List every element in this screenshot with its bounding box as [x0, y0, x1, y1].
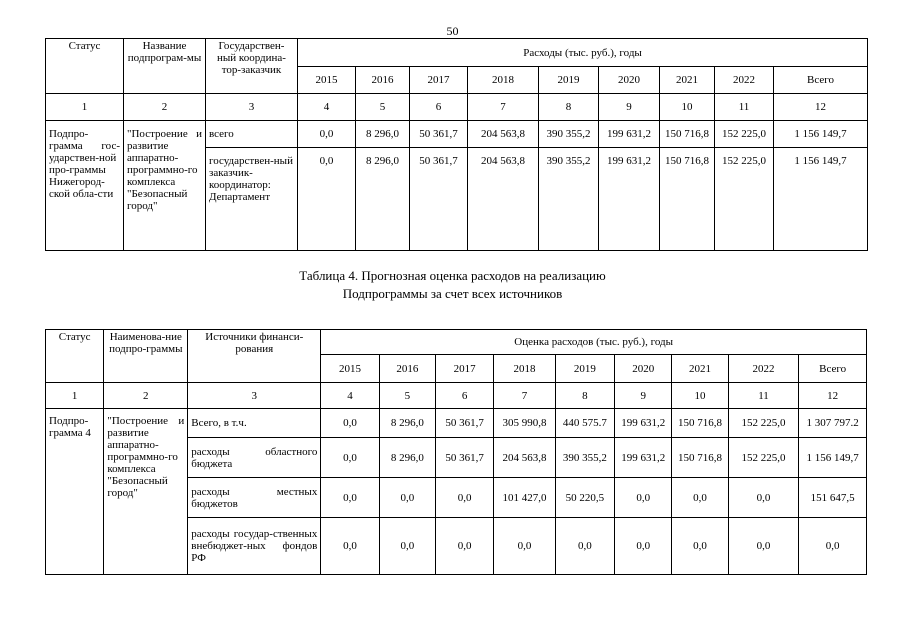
year-header: 2020	[599, 67, 660, 94]
value-cell: 8 296,0	[356, 148, 410, 251]
column-number: 12	[774, 94, 868, 121]
value-cell: 0,0	[615, 478, 672, 518]
row-label: расходы областного бюджета	[188, 438, 321, 478]
value-cell: 0,0	[799, 518, 867, 575]
value-cell: 0,0	[321, 438, 379, 478]
value-cell: 1 156 149,7	[774, 121, 868, 148]
value-cell: 0,0	[728, 518, 799, 575]
year-header: 2022	[728, 355, 799, 383]
column-number: 6	[410, 94, 468, 121]
value-cell: 390 355,2	[539, 121, 599, 148]
value-cell: 151 647,5	[799, 478, 867, 518]
header-expenses: Оценка расходов (тыс. руб.), годы	[321, 330, 867, 355]
value-cell: 0,0	[298, 148, 356, 251]
value-cell: 152 225,0	[715, 148, 774, 251]
page-number: 50	[446, 24, 459, 38]
year-header: 2019	[555, 355, 614, 383]
column-number: 3	[206, 94, 298, 121]
value-cell: 150 716,8	[660, 148, 715, 251]
value-cell: 50 361,7	[435, 438, 493, 478]
year-header: Всего	[799, 355, 867, 383]
column-number: 1	[46, 94, 124, 121]
value-cell: 101 427,0	[494, 478, 555, 518]
value-cell: 0,0	[321, 518, 379, 575]
column-number: 9	[599, 94, 660, 121]
column-number: 10	[672, 383, 728, 409]
value-cell: 204 563,8	[468, 121, 539, 148]
status-cell: Подпро-грамма 4	[46, 409, 104, 575]
column-number: 8	[555, 383, 614, 409]
year-header: 2018	[468, 67, 539, 94]
value-cell: 204 563,8	[494, 438, 555, 478]
table-caption-line2: Подпрограммы за счет всех источников	[342, 286, 563, 301]
row-label: государствен-ный заказчик-координатор: Департамент	[206, 148, 298, 251]
value-cell: 0,0	[672, 478, 728, 518]
value-cell: 8 296,0	[356, 121, 410, 148]
row-label: расходы государ-ственных внебюджет-ных фондов РФ	[188, 518, 321, 575]
value-cell: 150 716,8	[660, 121, 715, 148]
value-cell: 390 355,2	[539, 148, 599, 251]
year-header: 2017	[435, 355, 493, 383]
value-cell: 204 563,8	[468, 148, 539, 251]
value-cell: 0,0	[379, 518, 435, 575]
header-status: Статус	[46, 39, 124, 94]
value-cell: 0,0	[435, 518, 493, 575]
value-cell: 8 296,0	[379, 438, 435, 478]
value-cell: 1 307 797.2	[799, 409, 867, 438]
header-name: Наименова-ние подпро-граммы	[104, 330, 188, 383]
header-coordinator: Государствен-ный координа-тор-заказчик	[206, 39, 298, 94]
column-number: 9	[615, 383, 672, 409]
column-number: 5	[356, 94, 410, 121]
value-cell: 440 575.7	[555, 409, 614, 438]
column-number: 8	[539, 94, 599, 121]
value-cell: 152 225,0	[728, 438, 799, 478]
value-cell: 50 361,7	[410, 148, 468, 251]
estimate-table	[45, 329, 867, 575]
table-caption-line1: Таблица 4. Прогнозная оценка расходов на реализацию	[299, 268, 606, 283]
header-expenses: Расходы (тыс. руб.), годы	[298, 39, 868, 67]
header-sources: Источники финанси-рования	[188, 330, 321, 383]
value-cell: 0,0	[672, 518, 728, 575]
column-number: 11	[728, 383, 799, 409]
year-header: 2015	[321, 355, 379, 383]
value-cell: 0,0	[321, 478, 379, 518]
year-header: 2021	[660, 67, 715, 94]
column-number: 4	[298, 94, 356, 121]
column-number: 10	[660, 94, 715, 121]
header-name: Название подпрограм-мы	[124, 39, 206, 94]
value-cell: 0,0	[379, 478, 435, 518]
value-cell: 0,0	[615, 518, 672, 575]
value-cell: 0,0	[728, 478, 799, 518]
year-header: 2016	[356, 67, 410, 94]
year-header: 2022	[715, 67, 774, 94]
year-header: 2021	[672, 355, 728, 383]
expenses-table	[45, 38, 868, 251]
column-number: 12	[799, 383, 867, 409]
column-number: 7	[468, 94, 539, 121]
status-cell: Подпро-грамма гос-ударствен-ной про-граммы Нижегород-ской обла-сти	[46, 121, 124, 251]
header-status: Статус	[46, 330, 104, 383]
value-cell: 50 220,5	[555, 478, 614, 518]
value-cell: 152 225,0	[728, 409, 799, 438]
row-label: расходы местных бюджетов	[188, 478, 321, 518]
value-cell: 1 156 149,7	[799, 438, 867, 478]
column-number: 1	[46, 383, 104, 409]
value-cell: 199 631,2	[599, 121, 660, 148]
value-cell: 1 156 149,7	[774, 148, 868, 251]
value-cell: 305 990,8	[494, 409, 555, 438]
year-header: 2015	[298, 67, 356, 94]
column-number: 3	[188, 383, 321, 409]
value-cell: 0,0	[555, 518, 614, 575]
value-cell: 199 631,2	[615, 409, 672, 438]
column-number: 5	[379, 383, 435, 409]
value-cell: 150 716,8	[672, 409, 728, 438]
value-cell: 150 716,8	[672, 438, 728, 478]
value-cell: 0,0	[494, 518, 555, 575]
value-cell: 50 361,7	[410, 121, 468, 148]
column-number: 6	[435, 383, 493, 409]
value-cell: 199 631,2	[615, 438, 672, 478]
year-header: Всего	[774, 67, 868, 94]
value-cell: 0,0	[321, 409, 379, 438]
value-cell: 0,0	[298, 121, 356, 148]
subprogram-name-cell: "Построение и развитие аппаратно-программно-го комплекса "Безопасный город"	[124, 121, 206, 251]
year-header: 2019	[539, 67, 599, 94]
row-label: Всего, в т.ч.	[188, 409, 321, 438]
column-number: 2	[124, 94, 206, 121]
value-cell: 390 355,2	[555, 438, 614, 478]
value-cell: 8 296,0	[379, 409, 435, 438]
column-number: 2	[104, 383, 188, 409]
column-number: 7	[494, 383, 555, 409]
year-header: 2018	[494, 355, 555, 383]
subprogram-name-cell: "Построение и развитие аппаратно-программно-го комплекса "Безопасный город"	[104, 409, 188, 575]
value-cell: 199 631,2	[599, 148, 660, 251]
column-number: 4	[321, 383, 379, 409]
year-header: 2016	[379, 355, 435, 383]
value-cell: 152 225,0	[715, 121, 774, 148]
year-header: 2020	[615, 355, 672, 383]
value-cell: 50 361,7	[435, 409, 493, 438]
column-number: 11	[715, 94, 774, 121]
year-header: 2017	[410, 67, 468, 94]
value-cell: 0,0	[435, 478, 493, 518]
row-label: всего	[206, 121, 298, 148]
